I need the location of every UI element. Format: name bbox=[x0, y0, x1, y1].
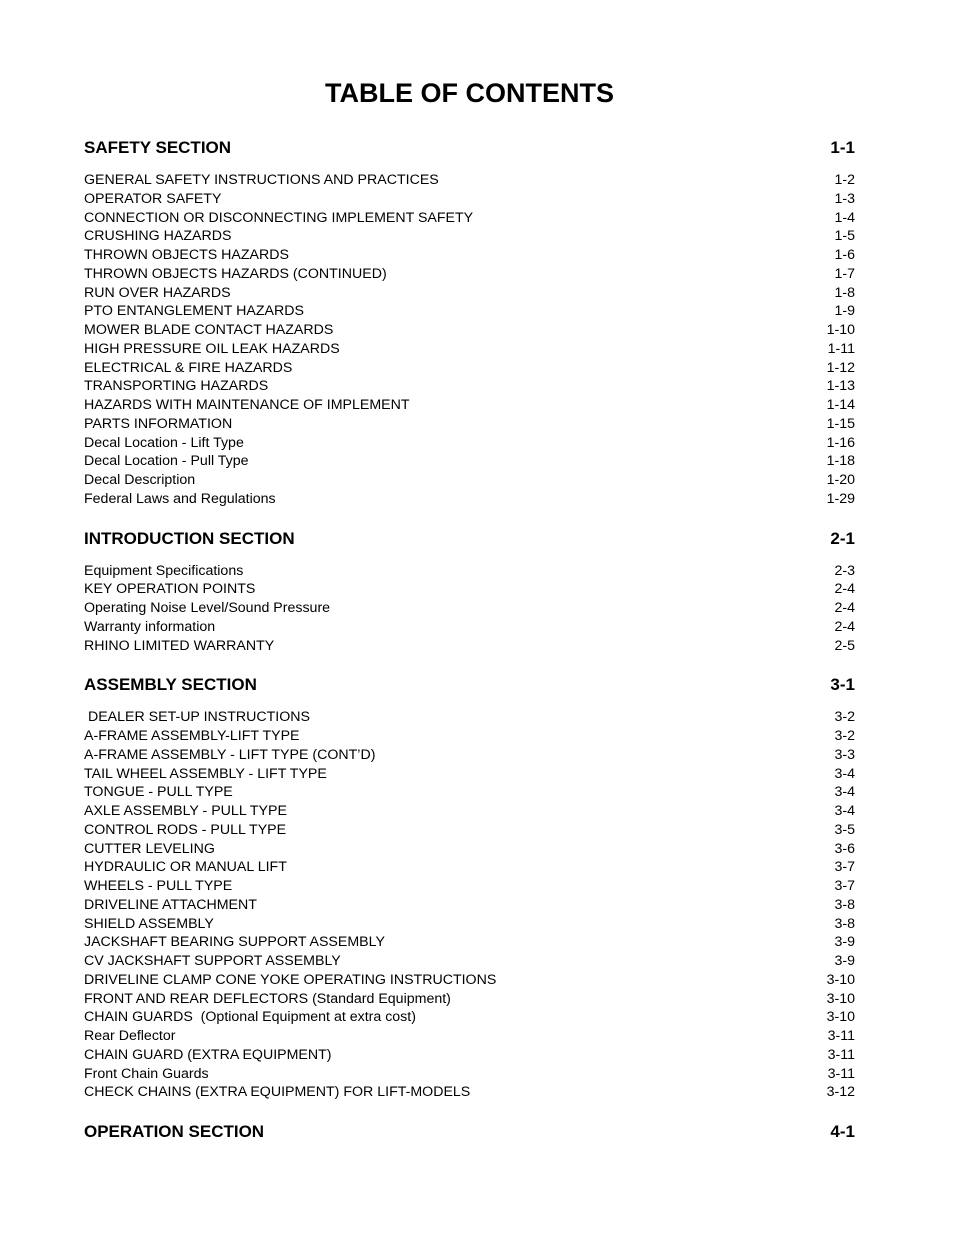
toc-entry[interactable] bbox=[84, 562, 855, 581]
entry-page-number: 2-3 bbox=[834, 562, 855, 579]
entry-page-number: 1-13 bbox=[826, 378, 855, 395]
entry-page-number: 1-4 bbox=[834, 209, 855, 226]
toc-entry[interactable] bbox=[84, 915, 855, 934]
toc-entry[interactable] bbox=[84, 1065, 855, 1084]
entry-page-number: 3-2 bbox=[834, 709, 855, 726]
entry-label: TONGUE - PULL TYPE bbox=[84, 784, 233, 801]
entry-page-number: 1-2 bbox=[834, 172, 855, 188]
entry-label: TRANSPORTING HAZARDS bbox=[84, 378, 269, 395]
entry-label: Front Chain Guards bbox=[84, 1065, 209, 1082]
entry-page-number: 2-4 bbox=[834, 618, 855, 635]
toc-entry[interactable] bbox=[84, 321, 855, 340]
entry-page-number: 1-10 bbox=[826, 322, 855, 338]
toc-entry[interactable] bbox=[84, 580, 855, 599]
entry-label: CV JACKSHAFT SUPPORT ASSEMBLY bbox=[84, 953, 341, 969]
entry-label: Warranty information bbox=[84, 618, 216, 635]
toc-entry[interactable] bbox=[84, 708, 855, 727]
entry-label: JACKSHAFT BEARING SUPPORT ASSEMBLY bbox=[84, 934, 385, 951]
section-entries-assembly bbox=[84, 708, 855, 1102]
entry-label: Federal Laws and Regulations bbox=[84, 490, 276, 507]
toc-entry[interactable] bbox=[84, 990, 855, 1009]
entry-page-number: 3-10 bbox=[826, 971, 855, 988]
toc-entry[interactable] bbox=[84, 618, 855, 637]
toc-entry[interactable] bbox=[84, 490, 855, 509]
entry-label: CRUSHING HAZARDS bbox=[84, 228, 232, 245]
entry-page-number: 3-5 bbox=[834, 821, 855, 838]
entry-label: CHAIN GUARD (EXTRA EQUIPMENT) bbox=[84, 1046, 332, 1063]
toc-entry[interactable] bbox=[84, 746, 855, 765]
section-title: OPERATION SECTION bbox=[84, 1122, 265, 1141]
toc-entry[interactable] bbox=[84, 637, 855, 656]
section-title: ASSEMBLY SECTION bbox=[84, 675, 257, 695]
section-header-safety[interactable] bbox=[84, 136, 855, 160]
toc-entry[interactable] bbox=[84, 896, 855, 915]
entry-label: KEY OPERATION POINTS bbox=[84, 581, 256, 598]
entry-label: THROWN OBJECTS HAZARDS bbox=[84, 247, 289, 263]
entry-label: WHEELS - PULL TYPE bbox=[84, 878, 233, 894]
entry-label: Decal Description bbox=[84, 472, 196, 488]
entry-label: PARTS INFORMATION bbox=[84, 415, 233, 432]
entry-label: CONNECTION OR DISCONNECTING IMPLEMENT SAFETY bbox=[84, 209, 474, 226]
toc-entry[interactable] bbox=[84, 265, 855, 284]
toc-entry[interactable] bbox=[84, 209, 855, 228]
toc-entry[interactable] bbox=[84, 415, 855, 434]
section-page-number: 4-1 bbox=[830, 1122, 855, 1141]
entry-label: DRIVELINE CLAMP CONE YOKE OPERATING INSTRUCTIONS bbox=[84, 971, 497, 988]
entry-page-number: 3-12 bbox=[826, 1084, 855, 1101]
section-page-number: 1-1 bbox=[830, 138, 855, 157]
toc-entry[interactable] bbox=[84, 1027, 855, 1046]
section-entries-safety bbox=[84, 171, 855, 509]
toc-entry[interactable] bbox=[84, 952, 855, 971]
entry-label: OPERATOR SAFETY bbox=[84, 190, 222, 207]
entry-page-number: 1-14 bbox=[826, 397, 855, 413]
toc-entry[interactable] bbox=[84, 396, 855, 415]
entry-page-number: 2-4 bbox=[834, 600, 855, 616]
entry-page-number: 3-4 bbox=[834, 765, 855, 782]
entry-label: HAZARDS WITH MAINTENANCE OF IMPLEMENT bbox=[84, 397, 410, 413]
section-page-number: 3-1 bbox=[830, 675, 855, 695]
entry-label: Rear Deflector bbox=[84, 1028, 176, 1044]
toc-entry[interactable] bbox=[84, 783, 855, 802]
toc-entry[interactable] bbox=[84, 246, 855, 265]
entry-label: HIGH PRESSURE OIL LEAK HAZARDS bbox=[84, 340, 340, 357]
entry-page-number: 3-7 bbox=[834, 859, 855, 876]
entry-label: FRONT AND REAR DEFLECTORS (Standard Equipment) bbox=[84, 990, 451, 1007]
entry-label: CUTTER LEVELING bbox=[84, 840, 215, 857]
toc-entry[interactable] bbox=[84, 284, 855, 303]
toc-entry[interactable] bbox=[84, 1046, 855, 1065]
entry-label: DEALER SET-UP INSTRUCTIONS bbox=[84, 709, 310, 726]
entry-page-number: 3-7 bbox=[834, 878, 855, 894]
entry-label: DRIVELINE ATTACHMENT bbox=[84, 896, 257, 913]
entry-page-number: 3-10 bbox=[826, 990, 855, 1007]
entry-label: CHECK CHAINS (EXTRA EQUIPMENT) FOR LIFT-MODELS bbox=[84, 1084, 471, 1101]
toc-entry[interactable] bbox=[84, 377, 855, 396]
entry-label: SHIELD ASSEMBLY bbox=[84, 915, 214, 932]
entry-page-number: 1-8 bbox=[834, 284, 855, 301]
entry-page-number: 3-8 bbox=[834, 896, 855, 913]
entry-page-number: 3-10 bbox=[826, 1009, 855, 1026]
entry-label: ELECTRICAL & FIRE HAZARDS bbox=[84, 359, 293, 376]
entry-page-number: 1-5 bbox=[834, 228, 855, 245]
toc-entry[interactable] bbox=[84, 452, 855, 471]
entry-label: Decal Location - Lift Type bbox=[84, 434, 244, 451]
toc-entry[interactable] bbox=[84, 340, 855, 359]
toc-entry[interactable] bbox=[84, 802, 855, 821]
entry-page-number: 3-11 bbox=[827, 1028, 855, 1044]
toc-entry[interactable] bbox=[84, 821, 855, 840]
toc-entry[interactable] bbox=[84, 933, 855, 952]
entry-label: Equipment Specifications bbox=[84, 562, 244, 579]
entry-page-number: 2-4 bbox=[834, 581, 855, 598]
toc-entry[interactable] bbox=[84, 877, 855, 896]
toc-entry[interactable] bbox=[84, 302, 855, 321]
section-header-introduction[interactable] bbox=[84, 527, 855, 551]
entry-label: RHINO LIMITED WARRANTY bbox=[84, 637, 275, 654]
entry-page-number: 1-12 bbox=[826, 359, 855, 376]
toc-entry[interactable] bbox=[84, 1008, 855, 1027]
section-title: SAFETY SECTION bbox=[84, 138, 232, 157]
section-entries-introduction bbox=[84, 562, 855, 656]
entry-page-number: 1-29 bbox=[826, 490, 855, 507]
entry-page-number: 3-6 bbox=[834, 840, 855, 857]
page-title: TABLE OF CONTENTS bbox=[325, 78, 614, 108]
entry-label: Decal Location - Pull Type bbox=[84, 453, 249, 470]
entry-label: THROWN OBJECTS HAZARDS (CONTINUED) bbox=[84, 265, 387, 282]
entry-page-number: 3-9 bbox=[834, 953, 855, 969]
entry-page-number: 3-2 bbox=[834, 728, 855, 744]
entry-page-number: 1-3 bbox=[834, 190, 855, 207]
entry-label: GENERAL SAFETY INSTRUCTIONS AND PRACTICES bbox=[84, 172, 439, 188]
toc-entry[interactable] bbox=[84, 599, 855, 618]
entry-page-number: 1-20 bbox=[826, 472, 855, 488]
entry-label: MOWER BLADE CONTACT HAZARDS bbox=[84, 322, 334, 338]
section-page-number: 2-1 bbox=[830, 528, 855, 548]
toc-entry[interactable] bbox=[84, 227, 855, 246]
entry-page-number: 1-6 bbox=[834, 247, 855, 263]
toc-entry[interactable] bbox=[84, 971, 855, 990]
entry-page-number: 3-8 bbox=[834, 915, 855, 932]
toc-entry[interactable] bbox=[84, 1083, 855, 1102]
toc-entry[interactable] bbox=[84, 359, 855, 378]
entry-label: CHAIN GUARDS (Optional Equipment at extra cost) bbox=[84, 1009, 416, 1026]
toc-entry[interactable] bbox=[84, 471, 855, 490]
entry-label: Operating Noise Level/Sound Pressure bbox=[84, 600, 331, 616]
toc-entry[interactable] bbox=[84, 858, 855, 877]
entry-page-number: 1-11 bbox=[827, 340, 855, 357]
entry-label: A-FRAME ASSEMBLY-LIFT TYPE bbox=[84, 728, 300, 744]
entry-page-number: 1-18 bbox=[826, 453, 855, 470]
entry-label: AXLE ASSEMBLY - PULL TYPE bbox=[84, 803, 287, 819]
section-header-operation[interactable] bbox=[84, 1120, 855, 1144]
entry-label: RUN OVER HAZARDS bbox=[84, 284, 231, 301]
section-title: INTRODUCTION SECTION bbox=[84, 528, 295, 548]
entry-label: A-FRAME ASSEMBLY - LIFT TYPE (CONT’D) bbox=[84, 746, 376, 763]
toc-entry[interactable] bbox=[84, 434, 855, 453]
toc-entry[interactable] bbox=[84, 171, 855, 190]
entry-page-number: 3-11 bbox=[827, 1065, 855, 1082]
section-header-assembly[interactable] bbox=[84, 673, 855, 697]
entry-label: CONTROL RODS - PULL TYPE bbox=[84, 821, 287, 838]
entry-page-number: 3-4 bbox=[834, 784, 855, 801]
entry-page-number: 1-15 bbox=[826, 415, 855, 432]
entry-page-number: 1-9 bbox=[834, 303, 855, 320]
entry-page-number: 3-9 bbox=[834, 934, 855, 951]
entry-page-number: 2-5 bbox=[834, 637, 855, 654]
entry-page-number: 1-16 bbox=[826, 434, 855, 451]
toc-entry[interactable] bbox=[84, 727, 855, 746]
entry-page-number: 1-7 bbox=[834, 265, 855, 282]
toc-entry[interactable] bbox=[84, 190, 855, 209]
toc-entry[interactable] bbox=[84, 765, 855, 784]
toc-entry[interactable] bbox=[84, 840, 855, 859]
entry-page-number: 3-11 bbox=[827, 1046, 855, 1063]
entry-label: HYDRAULIC OR MANUAL LIFT bbox=[84, 859, 287, 876]
entry-label: PTO ENTANGLEMENT HAZARDS bbox=[84, 303, 304, 320]
entry-page-number: 3-4 bbox=[834, 803, 855, 819]
entry-label: TAIL WHEEL ASSEMBLY - LIFT TYPE bbox=[84, 765, 327, 782]
entry-page-number: 3-3 bbox=[834, 746, 855, 763]
